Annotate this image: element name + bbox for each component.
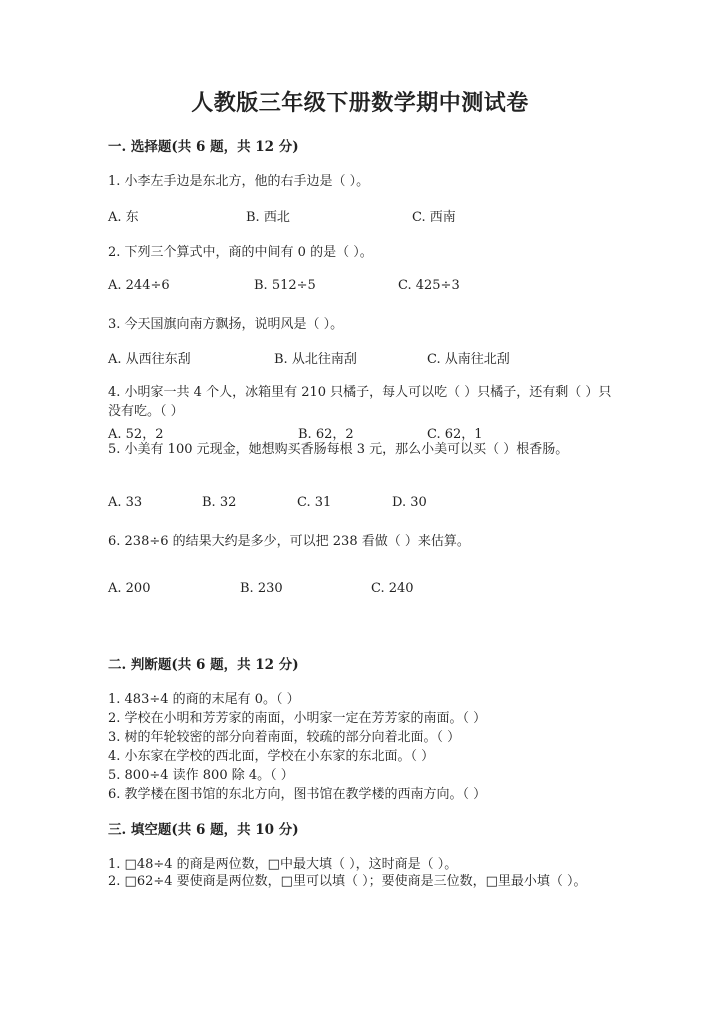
judge-question-5: 5. 800÷4 读作 800 除 4。（ ） <box>108 768 294 783</box>
judge-question-2: 2. 学校在小明和芳芳家的南面，小明家一定在芳芳家的南面。（ ） <box>108 711 487 726</box>
option-5c: C. 31 <box>297 495 332 510</box>
option-2c: C. 425÷3 <box>398 278 460 293</box>
judge-question-1: 1. 483÷4 的商的末尾有 0。（ ） <box>108 692 300 707</box>
option-3a: A. 从西往东刮 <box>108 352 191 367</box>
option-1c: C. 西南 <box>412 210 456 225</box>
section-heading-choice: 一. 选择题(共 6 题，共 12 分) <box>108 139 299 155</box>
page-title: 人教版三年级下册数学期中测试卷 <box>191 90 529 116</box>
question-2: 2. 下列三个算式中，商的中间有 0 的是（ ）。 <box>108 245 373 260</box>
option-6a: A. 200 <box>108 581 151 596</box>
question-1: 1. 小李左手边是东北方，他的右手边是（ ）。 <box>108 174 370 189</box>
question-3: 3. 今天国旗向南方飘扬，说明风是（ ）。 <box>108 317 344 332</box>
option-4a: A. 52，2 <box>108 427 164 442</box>
option-5b: B. 32 <box>202 495 237 510</box>
question-6: 6. 238÷6 的结果大约是多少，可以把 238 看做（ ）来估算。 <box>108 534 470 549</box>
option-4c: C. 62，1 <box>427 427 483 442</box>
question-4: 4. 小明家一共 4 个人，冰箱里有 210 只橘子，每人可以吃（ ）只橘子，还有剩（ ）只没有吃。（ ） <box>108 385 612 419</box>
option-6b: B. 230 <box>240 581 283 596</box>
judge-question-3: 3. 树的年轮较密的部分向着南面，较疏的部分向着北面。（ ） <box>108 730 461 745</box>
fill-question-2: 2. □62÷4 要使商是两位数，□里可以填（ ）；要使商是三位数，□里最小填（ ）。 <box>108 874 587 889</box>
question-5: 5. 小美有 100 元现金，她想购买香肠每根 3 元，那么小美可以买（ ）根香肠。 <box>108 442 569 457</box>
fill-question-1: 1. □48÷4 的商是两位数，□中最大填（ ），这时商是（ ）。 <box>108 857 458 872</box>
option-2b: B. 512÷5 <box>254 278 316 293</box>
option-3c: C. 从南往北刮 <box>427 352 510 367</box>
section-heading-judge: 二. 判断题(共 6 题，共 12 分) <box>108 657 299 673</box>
option-4b: B. 62，2 <box>298 427 354 442</box>
judge-question-6: 6. 教学楼在图书馆的东北方向，图书馆在教学楼的西南方向。（ ） <box>108 787 487 802</box>
option-5d: D. 30 <box>392 495 427 510</box>
option-5a: A. 33 <box>108 495 143 510</box>
option-1b: B. 西北 <box>246 210 290 225</box>
section-heading-fill: 三. 填空题(共 6 题，共 10 分) <box>108 822 299 838</box>
option-6c: C. 240 <box>371 581 414 596</box>
option-2a: A. 244÷6 <box>108 278 170 293</box>
option-3b: B. 从北往南刮 <box>274 352 357 367</box>
option-1a: A. 东 <box>108 210 139 225</box>
judge-question-4: 4. 小东家在学校的西北面，学校在小东家的东北面。（ ） <box>108 749 435 764</box>
